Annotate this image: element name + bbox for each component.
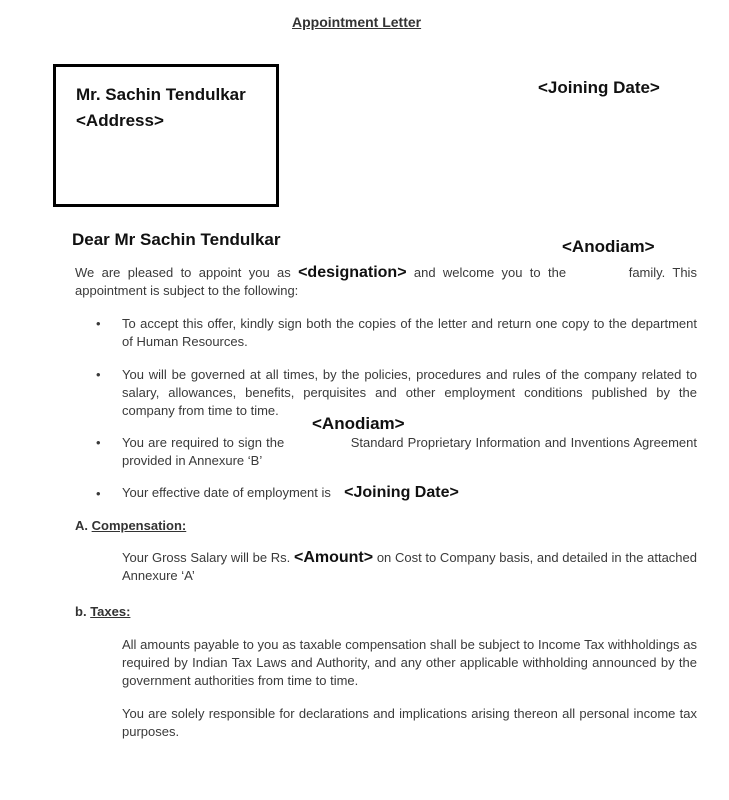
- bullet-dot: •: [96, 486, 101, 501]
- intro-text-1: We are pleased to appoint you as: [75, 265, 291, 280]
- bullet-item: To accept this offer, kindly sign both the copies of the letter and return one copy to the department of Human Resources.: [122, 316, 697, 349]
- designation-placeholder: <designation>: [298, 264, 407, 281]
- amount-placeholder: <Amount>: [293, 549, 374, 566]
- section-title: Compensation:: [91, 518, 187, 533]
- intro-text-2: and welcome you to the: [413, 265, 567, 280]
- recipient-address: <Address>: [76, 111, 164, 130]
- bullet-item: [122, 434, 697, 470]
- bullet-4-text: Your effective date of employment is: [122, 485, 331, 500]
- page-title: Appointment Letter: [292, 14, 422, 30]
- bullet-dot: •: [96, 316, 101, 331]
- joining-date-placeholder: <Joining Date>: [344, 484, 459, 501]
- company-placeholder: <Anodiam>: [562, 237, 655, 256]
- bullet-3-text-1: You are required to sign the: [122, 435, 285, 450]
- section-title: Taxes:: [90, 604, 131, 619]
- section-letter: A.: [75, 518, 88, 533]
- taxes-paragraph-1: All amounts payable to you as taxable compensation shall be subject to Income Tax withholdings as required by Indian Tax Laws and Authority, and any other applicable withholding announced by the government authorities from time to time.: [122, 637, 697, 688]
- intro-paragraph: [75, 264, 697, 300]
- bullet-item: [122, 484, 697, 502]
- compensation-text-2: on Cost to Company basis, and detailed in the attached Annexure ‘A’: [122, 550, 697, 583]
- salutation: Dear Mr Sachin Tendulkar: [72, 230, 281, 249]
- compensation-text-1: Your Gross Salary will be Rs.: [122, 550, 291, 565]
- bullet-item: You will be governed at all times, by the policies, procedures and rules of the company related to salary, allowances, benefits, perquisites and other employment conditions published by the company from time to time.: [122, 367, 697, 418]
- bullet-3-text-2: Standard Proprietary Information and Inventions Agreement provided in Annexure ‘B’: [122, 435, 697, 468]
- taxes-paragraph-2: You are solely responsible for declarations and implications arising thereon all personal income tax purposes.: [122, 706, 697, 739]
- joining-date-header: <Joining Date>: [538, 78, 660, 97]
- bullet-dot: •: [96, 367, 101, 382]
- section-heading-taxes: [75, 604, 130, 619]
- compensation-paragraph: [122, 549, 697, 585]
- recipient-name: Mr. Sachin Tendulkar: [76, 85, 246, 104]
- section-heading-compensation: [75, 518, 186, 533]
- intro-text-3: family. This appointment is subject to the following:: [75, 265, 697, 298]
- bullet-dot: •: [96, 435, 101, 450]
- section-letter: b.: [75, 604, 87, 619]
- company-placeholder-inline: <Anodiam>: [312, 414, 405, 433]
